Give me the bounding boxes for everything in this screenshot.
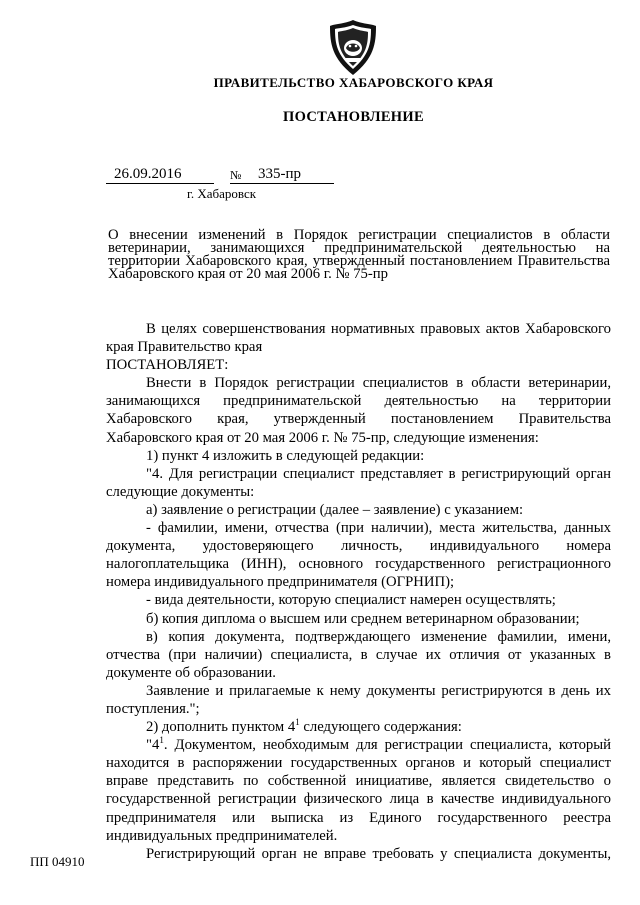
clause-4-1-superscript: 1: [159, 735, 164, 746]
clause-4-1-prefix: "4: [146, 737, 160, 754]
item-2-superscript: 1: [295, 717, 300, 728]
clause-4-1: [106, 736, 611, 845]
clause-4-1-continuation: Регистрирующий орган не вправе требовать у специалиста документы,: [146, 845, 611, 862]
document-subject: О внесении изменений в Порядок регистрации специалистов в области ветеринарии, занимающихся предпринимательской деятельностью на территории Хабаровского края, утвержденный постановлением Правительства Хабаровского края от 20 мая 2006 г. № 75-пр: [108, 227, 610, 282]
clause-4-1-text: . Документом, необходимым для регистрации специалиста, который находится в распоряжении государственных органов и который специалист вправе представить по собственной инициативе, является свидетельство о государственной регистрации физического лица в качестве индивидуального предпринимателя или выписка из Единого государственного реестра индивидуальных предпринимателей.: [106, 737, 611, 844]
clause-4-a-dash-1: - фамилии, имени, отчества (при наличии), места жительства, данных документа, удостоверяющего личность, индивидуального номера налогоплательщика (ИНН), основного государственного регистрационного номера индивидуального предпринимателя (ОГРНИП);: [106, 520, 611, 591]
clause-4-a-dash-2: - вида деятельности, которую специалист намерен осуществлять;: [146, 592, 556, 609]
item-2: [106, 718, 611, 736]
document-type-heading: ПОСТАНОВЛЕНИЕ: [283, 109, 424, 125]
intro-paragraph: Внести в Порядок регистрации специалистов в области ветеринарии, занимающихся предпринимательской деятельностью на территории Хабаровского края, утвержденный постановлением Правительства Хабаровского края от 20 мая 2006 г. № 75-пр, следующие изменения:: [106, 375, 611, 446]
item-2-suffix: следующего содержания:: [299, 719, 462, 736]
item-1: 1) пункт 4 изложить в следующей редакции:: [146, 447, 425, 464]
city-name: г. Хабаровск: [187, 186, 257, 201]
date-number-line: [106, 166, 336, 186]
resolves-word: ПОСТАНОВЛЯЕТ:: [106, 357, 229, 374]
document-date: 26.09.2016: [114, 166, 182, 182]
date-underline: [106, 183, 214, 184]
page-code: ПП 04910: [30, 854, 85, 869]
number-underline: [230, 183, 334, 184]
clause-4-v: в) копия документа, подтверждающего изменение фамилии, имени, отчества (при наличии) специалиста, в случае их отличия от указанных в документе об образовании.: [106, 628, 611, 681]
item-2-prefix: 2) дополнить пунктом 4: [146, 719, 296, 736]
coat-of-arms-icon: [326, 18, 380, 78]
government-title: ПРАВИТЕЛЬСТВО ХАБАРОВСКОГО КРАЯ: [213, 75, 494, 90]
document-body: [106, 320, 611, 863]
preamble-paragraph: В целях совершенствования нормативных правовых актов Хабаровского края Правительство края: [106, 321, 611, 356]
clause-4-b: б) копия диплома о высшем или среднем ветеринарном образовании;: [146, 610, 580, 627]
clause-4-end: Заявление и прилагаемые к нему документы регистрируются в день их поступления.";: [106, 682, 611, 717]
clause-4-start: "4. Для регистрации специалист представляет в регистрирующий орган следующие документы:: [106, 465, 611, 500]
number-sign: №: [230, 168, 242, 182]
clause-4-a: а) заявление о регистрации (далее – заявление) с указанием:: [146, 501, 524, 518]
document-number: 335-пр: [258, 166, 302, 182]
